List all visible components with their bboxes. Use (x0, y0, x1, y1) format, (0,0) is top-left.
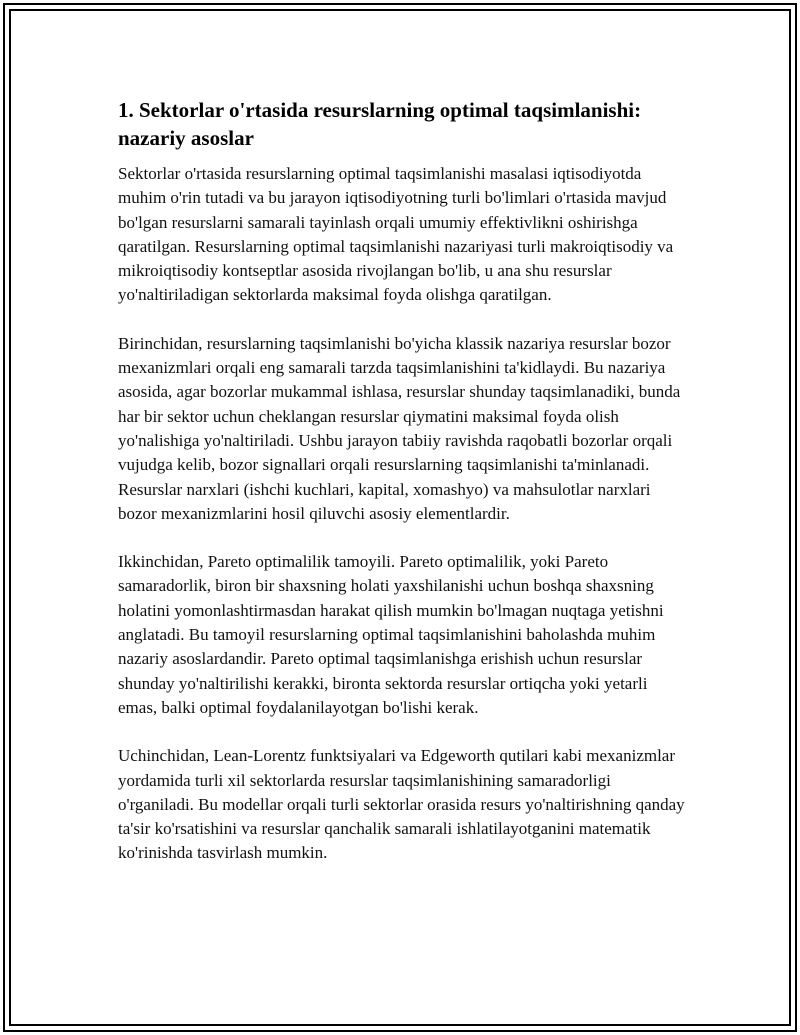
document-body (118, 96, 690, 890)
paragraph-intro: Sektorlar o'rtasida resurslarning optimal taqsimlanishi masalasi iqtisodiyotda muhim o'rin tutadi va bu jarayon iqtisodiyotning turli bo'limlari o'rtasida mavjud bo'lgan resurslarni samarali tayinlash orqali umumiy effektivlikni oshirishga qaratilgan. Resurslarning optimal taqsimlanishi nazariyasi turli makroiqtisodiy va mikroiqtisodiy kontseptlar asosida rivojlangan bo'lib, u ana shu resurslar yo'naltiriladigan sektorlarda maksimal foyda olishga qaratilgan. (118, 164, 674, 305)
paragraph-first: Birinchidan, resurslarning taqsimlanishi bo'yicha klassik nazariya resurslar bozor mexanizmlari orqali eng samarali tarzda taqsimlanishini ta'kidlaydi. Bu nazariya asosida, agar bozorlar mukammal ishlasa, resurslar shunday taqsimlanadiki, bunda har bir sektor uchun cheklangan resurslar qiymatini maksimal foyda olish yo'nalishiga yo'naltiriladi. Ushbu jarayon tabiiy ravishda raqobatli bozorlar orqali vujudga kelib, bozor signallari orqali resurslarning taqsimlanishi ta'minlanadi. Resurslar narxlari (ishchi kuchlari, kapital, xomashyo) va mahsulotlar narxlari bozor mexanizmlarini hosil qiluvchi asosiy elementlardir. (118, 333, 681, 523)
paragraph-third: Uchinchidan, Lean-Lorentz funktsiyalari va Edgeworth qutilari kabi mexanizmlar yordamida turli xil sektorlarda resurslar taqsimlanishining samaradorligi o'rganiladi. Bu modellar orqali turli sektorlar orasida resurs yo'naltirishning qanday ta'sir ko'rsatishini va resurslar qanchalik samarali ishlatilayotganini matematik ko'rinishda tasvirlash mumkin. (118, 746, 685, 863)
section-heading: 1. Sektorlar o'rtasida resurslarning optimal taqsimlanishi: nazariy asoslar (118, 98, 642, 150)
paragraph-second: Ikkinchidan, Pareto optimalilik tamoyili. Pareto optimalilik, yoki Pareto samaradorlik, biron bir shaxsning holati yaxshilanishi uchun boshqa shaxsning holatini yomonlashtirmasdan harakat qilish mumkin bo'lmagan nuqtaga yetishni anglatadi. Bu tamoyil resurslarning optimal taqsimlanishini baholashda muhim nazariy asoslardandir. Pareto optimal taqsimlanishga erishish uchun resurslar shunday yo'naltirilishi kerakki, bironta sektorda resurslar ortiqcha yoki yetarli emas, balki optimal foydalanilayotgan bo'lishi kerak. (118, 552, 664, 717)
